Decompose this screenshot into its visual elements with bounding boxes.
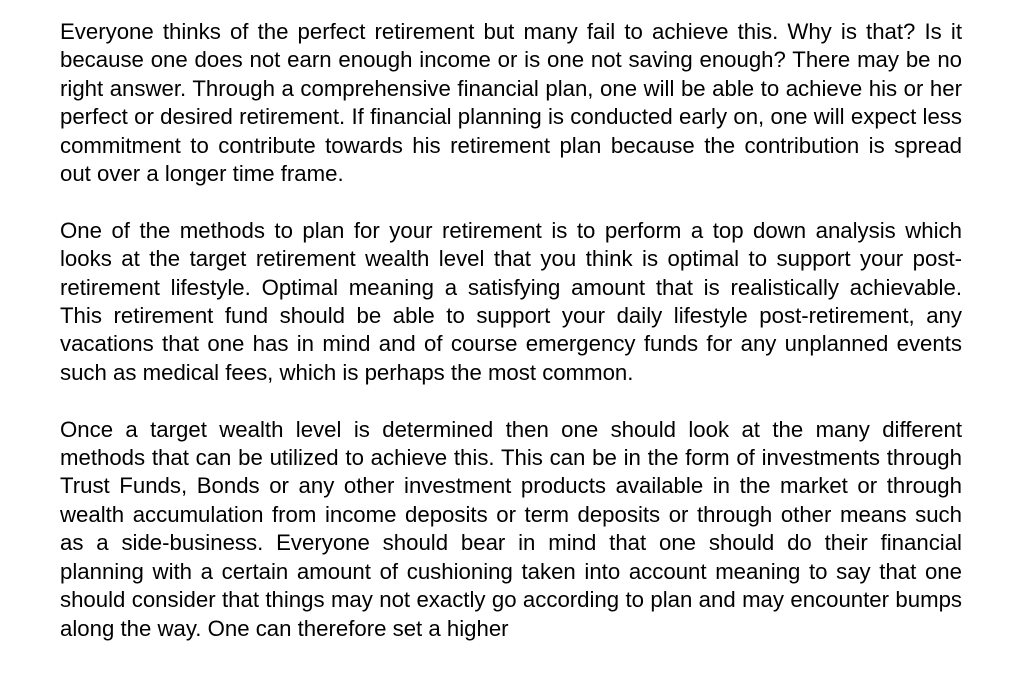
paragraph-methods: Once a target wealth level is determined then one should look at the many different methods that can be utilized to achieve this. This can be in the form of investments through Trust Funds, Bonds or any other investment products available in the market or through wealth accumulation from income deposits or term deposits or through other means such as a side-business. Everyone should bear in mind that one should do their financial planning with a certain amount of cushioning taken into account meaning to say that one should consider that things may not exactly go according to plan and may encounter bumps along the way. One can therefore set a higher [60,416,962,641]
paragraph-intro: Everyone thinks of the perfect retirement but many fail to achieve this. Why is that? Is it because one does not earn enough income or is one not saving enough? There may be no right answer. Through a comprehensive financial plan, one will be able to achieve his or her perfect or desired retirement. If financial planning is conducted early on, one will expect less commitment to contribute towards his retirement plan because the contribution is spread out over a longer time frame. [60,19,962,187]
paragraph-top-down-analysis: One of the methods to plan for your retirement is to perform a top down analysis which looks at the target retirement wealth level that you think is optimal to support your post-retirement lifestyle. Optimal meaning a satisfying amount that is realistically achievable. This retirement fund should be able to support your daily lifestyle post-retirement, any vacations that one has in mind and of course emergency funds for any unplanned events such as medical fees, which is perhaps the most common. [60,217,962,385]
document-page [60,18,962,671]
